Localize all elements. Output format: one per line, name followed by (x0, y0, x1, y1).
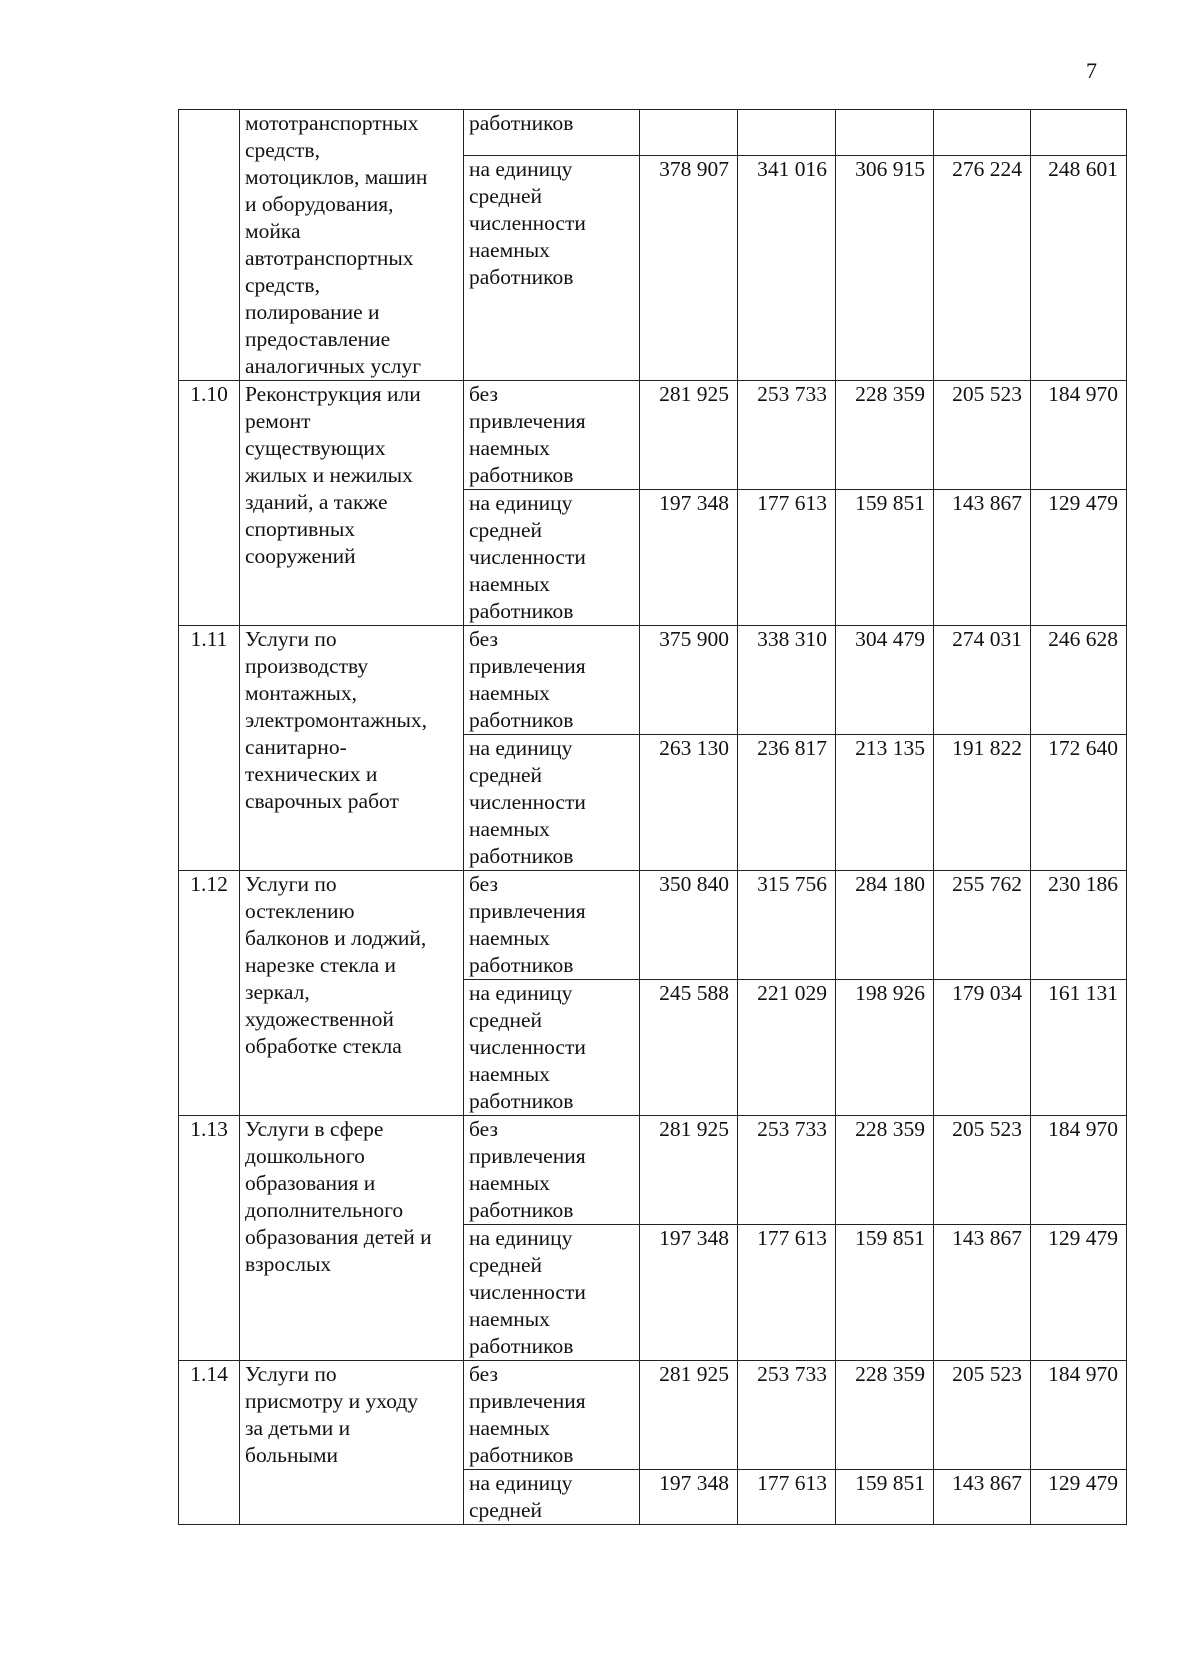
amount-cell (1031, 110, 1127, 156)
service-name (240, 381, 464, 626)
amount-cell: 129 479 (1031, 490, 1127, 626)
amount-cell: 228 359 (836, 381, 934, 490)
amount-cell: 205 523 (934, 1361, 1031, 1470)
page-number: 7 (1086, 58, 1097, 83)
amount-cell: 253 733 (738, 1116, 836, 1225)
service-name (240, 1116, 464, 1361)
amount-cell: 184 970 (1031, 1116, 1127, 1225)
amount-cell: 184 970 (1031, 1361, 1127, 1470)
employment-type (464, 1225, 640, 1361)
employment-type-text: на единицу средней численности наемных работников (469, 981, 586, 1113)
table-body (179, 110, 1127, 1525)
service-name (240, 110, 464, 381)
row-number: 1.14 (179, 1361, 240, 1525)
table-row (179, 626, 1127, 735)
amount-cell: 228 359 (836, 1361, 934, 1470)
amount-cell: 198 926 (836, 980, 934, 1116)
amount-cell: 246 628 (1031, 626, 1127, 735)
service-name (240, 1361, 464, 1525)
service-name-text: Услуги в сфере дошкольного образования и дополнительного образования детей и взрослых (245, 1117, 432, 1276)
amount-cell: 276 224 (934, 156, 1031, 381)
employment-type-text: работников (469, 111, 574, 135)
amount-cell: 281 925 (640, 1361, 738, 1470)
service-name (240, 626, 464, 871)
employment-type-text: без привлечения наемных работников (469, 627, 586, 732)
amount-cell: 191 822 (934, 735, 1031, 871)
amount-cell: 253 733 (738, 1361, 836, 1470)
amount-cell: 248 601 (1031, 156, 1127, 381)
amount-cell: 281 925 (640, 381, 738, 490)
amount-cell: 197 348 (640, 490, 738, 626)
amount-cell (836, 110, 934, 156)
amount-cell: 306 915 (836, 156, 934, 381)
tariff-table (178, 109, 1127, 1525)
table-row (179, 381, 1127, 490)
employment-type (464, 156, 640, 381)
amount-cell: 350 840 (640, 871, 738, 980)
amount-cell: 255 762 (934, 871, 1031, 980)
amount-cell: 338 310 (738, 626, 836, 735)
row-number: 1.13 (179, 1116, 240, 1361)
amount-cell (934, 110, 1031, 156)
employment-type-text: без привлечения наемных работников (469, 1362, 586, 1467)
row-number: 1.11 (179, 626, 240, 871)
amount-cell: 281 925 (640, 1116, 738, 1225)
service-name-text: Услуги по производству монтажных, электромонтажных, санитарно- технических и сварочных работ (245, 627, 428, 813)
employment-type (464, 735, 640, 871)
amount-cell: 228 359 (836, 1116, 934, 1225)
amount-cell (640, 110, 738, 156)
amount-cell (738, 110, 836, 156)
table-row (179, 1361, 1127, 1470)
amount-cell: 129 479 (1031, 1225, 1127, 1361)
employment-type-text: без привлечения наемных работников (469, 382, 586, 487)
employment-type (464, 490, 640, 626)
amount-cell: 205 523 (934, 381, 1031, 490)
employment-type (464, 980, 640, 1116)
employment-type-text: на единицу средней (469, 1471, 573, 1522)
row-number: 1.10 (179, 381, 240, 626)
amount-cell: 284 180 (836, 871, 934, 980)
amount-cell: 315 756 (738, 871, 836, 980)
amount-cell: 177 613 (738, 490, 836, 626)
employment-type-text: на единицу средней численности наемных работников (469, 491, 586, 623)
service-name-text: мототранспортных средств, мотоциклов, машин и оборудования, мойка автотранспортных средств, полирование и предоставление аналогичных услуг (245, 111, 428, 378)
amount-cell: 143 867 (934, 1225, 1031, 1361)
service-name (240, 871, 464, 1116)
amount-cell: 143 867 (934, 490, 1031, 626)
row-number: 1.12 (179, 871, 240, 1116)
amount-cell: 143 867 (934, 1470, 1031, 1525)
amount-cell: 177 613 (738, 1470, 836, 1525)
amount-cell: 378 907 (640, 156, 738, 381)
employment-type (464, 381, 640, 490)
employment-type-text: на единицу средней численности наемных работников (469, 736, 586, 868)
amount-cell: 179 034 (934, 980, 1031, 1116)
amount-cell: 375 900 (640, 626, 738, 735)
amount-cell: 230 186 (1031, 871, 1127, 980)
employment-type (464, 1470, 640, 1525)
amount-cell: 221 029 (738, 980, 836, 1116)
employment-type (464, 110, 640, 156)
amount-cell: 213 135 (836, 735, 934, 871)
service-name-text: Услуги по присмотру и уходу за детьми и больными (245, 1362, 419, 1467)
amount-cell: 159 851 (836, 1225, 934, 1361)
employment-type-text: без привлечения наемных работников (469, 872, 586, 977)
amount-cell: 159 851 (836, 1470, 934, 1525)
amount-cell: 177 613 (738, 1225, 836, 1361)
employment-type-text: на единицу средней численности наемных работников (469, 157, 586, 290)
amount-cell: 172 640 (1031, 735, 1127, 871)
amount-cell: 236 817 (738, 735, 836, 871)
amount-cell: 184 970 (1031, 381, 1127, 490)
employment-type (464, 1116, 640, 1225)
amount-cell: 245 588 (640, 980, 738, 1116)
row-number (179, 110, 240, 381)
amount-cell: 341 016 (738, 156, 836, 381)
amount-cell: 205 523 (934, 1116, 1031, 1225)
amount-cell: 304 479 (836, 626, 934, 735)
employment-type (464, 1361, 640, 1470)
amount-cell: 159 851 (836, 490, 934, 626)
employment-type (464, 626, 640, 735)
amount-cell: 253 733 (738, 381, 836, 490)
table-row (179, 110, 1127, 156)
amount-cell: 129 479 (1031, 1470, 1127, 1525)
amount-cell: 161 131 (1031, 980, 1127, 1116)
amount-cell: 263 130 (640, 735, 738, 871)
amount-cell: 274 031 (934, 626, 1031, 735)
employment-type-text: на единицу средней численности наемных работников (469, 1226, 586, 1358)
amount-cell: 197 348 (640, 1225, 738, 1361)
employment-type-text: без привлечения наемных работников (469, 1117, 586, 1222)
table-row (179, 871, 1127, 980)
table-row (179, 1116, 1127, 1225)
employment-type (464, 871, 640, 980)
amount-cell: 197 348 (640, 1470, 738, 1525)
service-name-text: Услуги по остеклению балконов и лоджий, нарезке стекла и зеркал, художественной обработке стекла (245, 872, 427, 1058)
service-name-text: Реконструкция или ремонт существующих жилых и нежилых зданий, а также спортивных сооружений (245, 382, 421, 568)
